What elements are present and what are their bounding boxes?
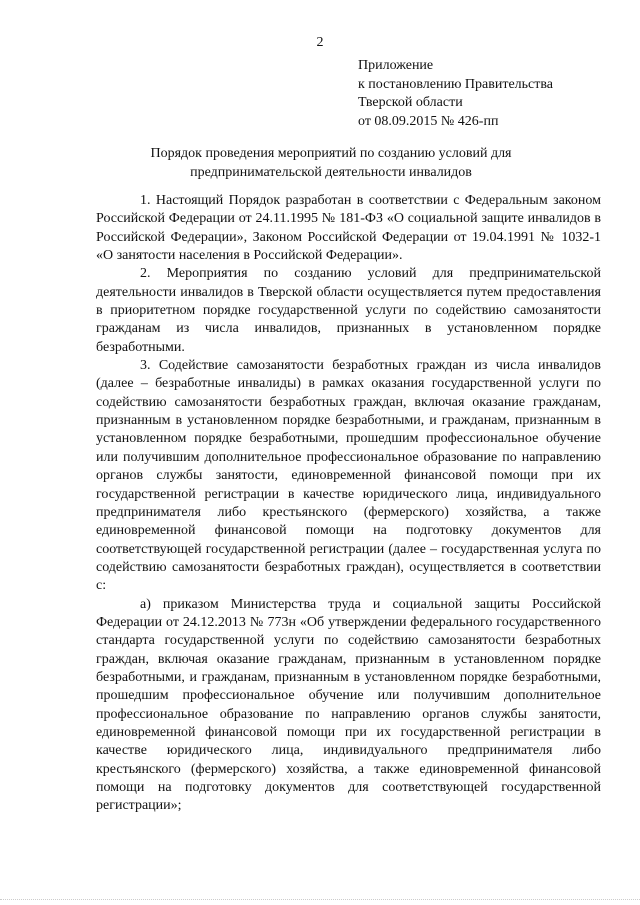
paragraph: а) приказом Министерства труда и социальной защиты Российской Федерации от 24.12.2013 № 773н «Об утверждении федерального государственного стандарта государственной услуги по содействию самозанятости безработных граждан, включая оказание гражданам, признанным в установленном порядке безработными, и гражданам, признанным в установленном порядке безработными, прошедшим профессиональное обучение или получившим дополнительное профессиональное образование по направлению органов службы занятости, единовременной финансовой помощи при их государственной регистрации в качестве юридического лица, индивидуального предпринимателя либо крестьянского (фермерского) хозяйства, а также единовременной финансовой помощи на подготовку документов для соответствующей государственной регистрации»; bbox=[96, 596, 601, 814]
appendix-line: Приложение bbox=[358, 58, 434, 73]
appendix-line: Тверской области bbox=[358, 95, 463, 110]
document-body bbox=[96, 192, 601, 816]
appendix-header bbox=[358, 57, 628, 131]
paragraph: 2. Мероприятия по созданию условий для предпринимательской деятельности инвалидов в Тверской области осуществляется путем предоставления в приоритетном порядке государственной услуги по содействию самозанятости гражданам из числа инвалидов, признанных в установленном порядке безработными. bbox=[96, 266, 601, 355]
document-title bbox=[100, 145, 562, 182]
paragraph: 1. Настоящий Порядок разработан в соответствии с Федеральным законом Российской Федерации от 24.11.1995 № 181-ФЗ «О социальной защите инвалидов в Российской Федерации», Законом Российской Федерации от 19.04.1991 № 1032-1 «О занятости населения в Российской Федерации». bbox=[96, 193, 601, 264]
scan-edge-line bbox=[0, 899, 640, 901]
page-number: 2 bbox=[316, 35, 324, 50]
paragraph: 3. Содействие самозанятости безработных граждан из числа инвалидов (далее – безработные инвалиды) в рамках оказания государственной услуги по содействию самозанятости безработных граждан, включая оказание гражданам, признанным в установленном порядке безработными, и гражданам, признанным в установленном порядке безработными, прошедшим профессиональное обучение или получившим дополнительное профессиональное образование по направлению органов службы занятости, единовременной финансовой помощи при их государственной регистрации в качестве юридического лица, индивидуального предпринимателя либо крестьянского (фермерского) хозяйства, а также единовременной финансовой помощи на подготовку документов для соответствующей государственной регистрации (далее – государственная услуга по содействию самозанятости безработных граждан), осуществляется в соответствии с: bbox=[96, 358, 601, 594]
appendix-line: к постановлению Правительства bbox=[358, 76, 554, 92]
title-line: Порядок проведения мероприятий по созданию условий для bbox=[150, 146, 512, 161]
title-line: предпринимательской деятельности инвалидов bbox=[190, 164, 472, 180]
appendix-line: от 08.09.2015 № 426-пп bbox=[358, 113, 499, 129]
